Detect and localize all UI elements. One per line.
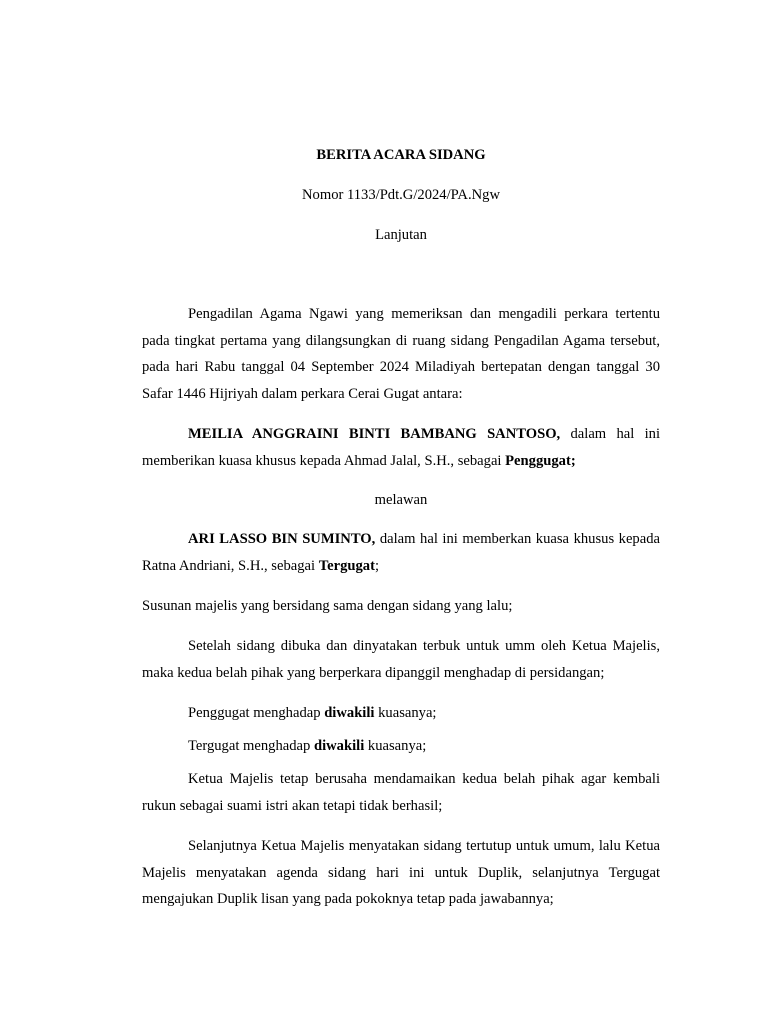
case-number: Nomor 1133/Pdt.G/2024/PA.Ngw <box>302 187 500 203</box>
plaintiff-paragraph <box>142 421 660 474</box>
opening-paragraph: Pengadilan Agama Ngawi yang memeriksan dan mengadili perkara tertentu pada tingkat pertama yang dilangsungkan di ruang sidang Pengadilan Agama tersebut, pada hari Rabu tanggal 04 September 2024 Miladiyah bertepatan dengan tanggal 30 Safar 1446 Hijriyah dalam perkara Cerai Gugat antara: <box>142 306 660 402</box>
mediation-paragraph: Ketua Majelis tetap berusaha mendamaikan kedua belah pihak agar kembali rukun sebagai suami istri akan tetapi tidak berhasil; <box>142 771 660 814</box>
defendant-end: ; <box>374 557 379 574</box>
defendant-attendance-suffix: kuasanya; <box>364 738 427 754</box>
plaintiff-attendance-bold: diwakili <box>324 705 375 721</box>
continuation-label: Lanjutan <box>375 227 427 243</box>
defendant-attendance <box>142 733 660 760</box>
plaintiff-attendance-suffix: kuasanya; <box>374 705 437 721</box>
session-opening-paragraph: Setelah sidang dibuka dan dinyatakan terbuk untuk umm oleh Ketua Majelis, maka kedua belah pihak yang berperkara dipanggil menghadap di persidangan; <box>142 638 660 681</box>
defendant-paragraph <box>142 526 660 579</box>
plaintiff-attendance <box>142 700 660 727</box>
defendant-role: Tergugat <box>318 557 375 574</box>
plaintiff-text: dalam hal ini memberikan kuasa khusus kepada Ahmad Jalal, S.H., sebagai <box>142 426 660 469</box>
panel-paragraph: Susunan majelis yang bersidang sama dengan sidang yang lalu; <box>142 598 513 614</box>
plaintiff-name: MEILIA ANGGRAINI BINTI BAMBANG SANTOSO, <box>188 426 561 442</box>
closing-paragraph: Selanjutnya Ketua Majelis menyatakan sidang tertutup untuk umum, lalu Ketua Majelis menyatakan agenda sidang hari ini untuk Duplik, selanjutnya Tergugat mengajukan Duplik lisan yang pada pokoknya tetap pada jawabannya; <box>142 838 660 907</box>
defendant-attendance-bold: diwakili <box>313 738 365 754</box>
plaintiff-role: Penggugat; <box>505 452 576 469</box>
plaintiff-attendance-prefix: Penggugat menghadap <box>188 705 325 721</box>
document-title: BERITA ACARA SIDANG <box>316 147 486 163</box>
defendant-name: ARI LASSO BIN SUMINTO, <box>188 531 376 547</box>
defendant-attendance-prefix: Tergugat menghadap <box>188 738 314 754</box>
defendant-text: dalam hal ini memberkan kuasa khusus kepada Ratna Andriani, S.H., sebagai <box>142 531 660 574</box>
versus-label: melawan <box>374 492 428 508</box>
